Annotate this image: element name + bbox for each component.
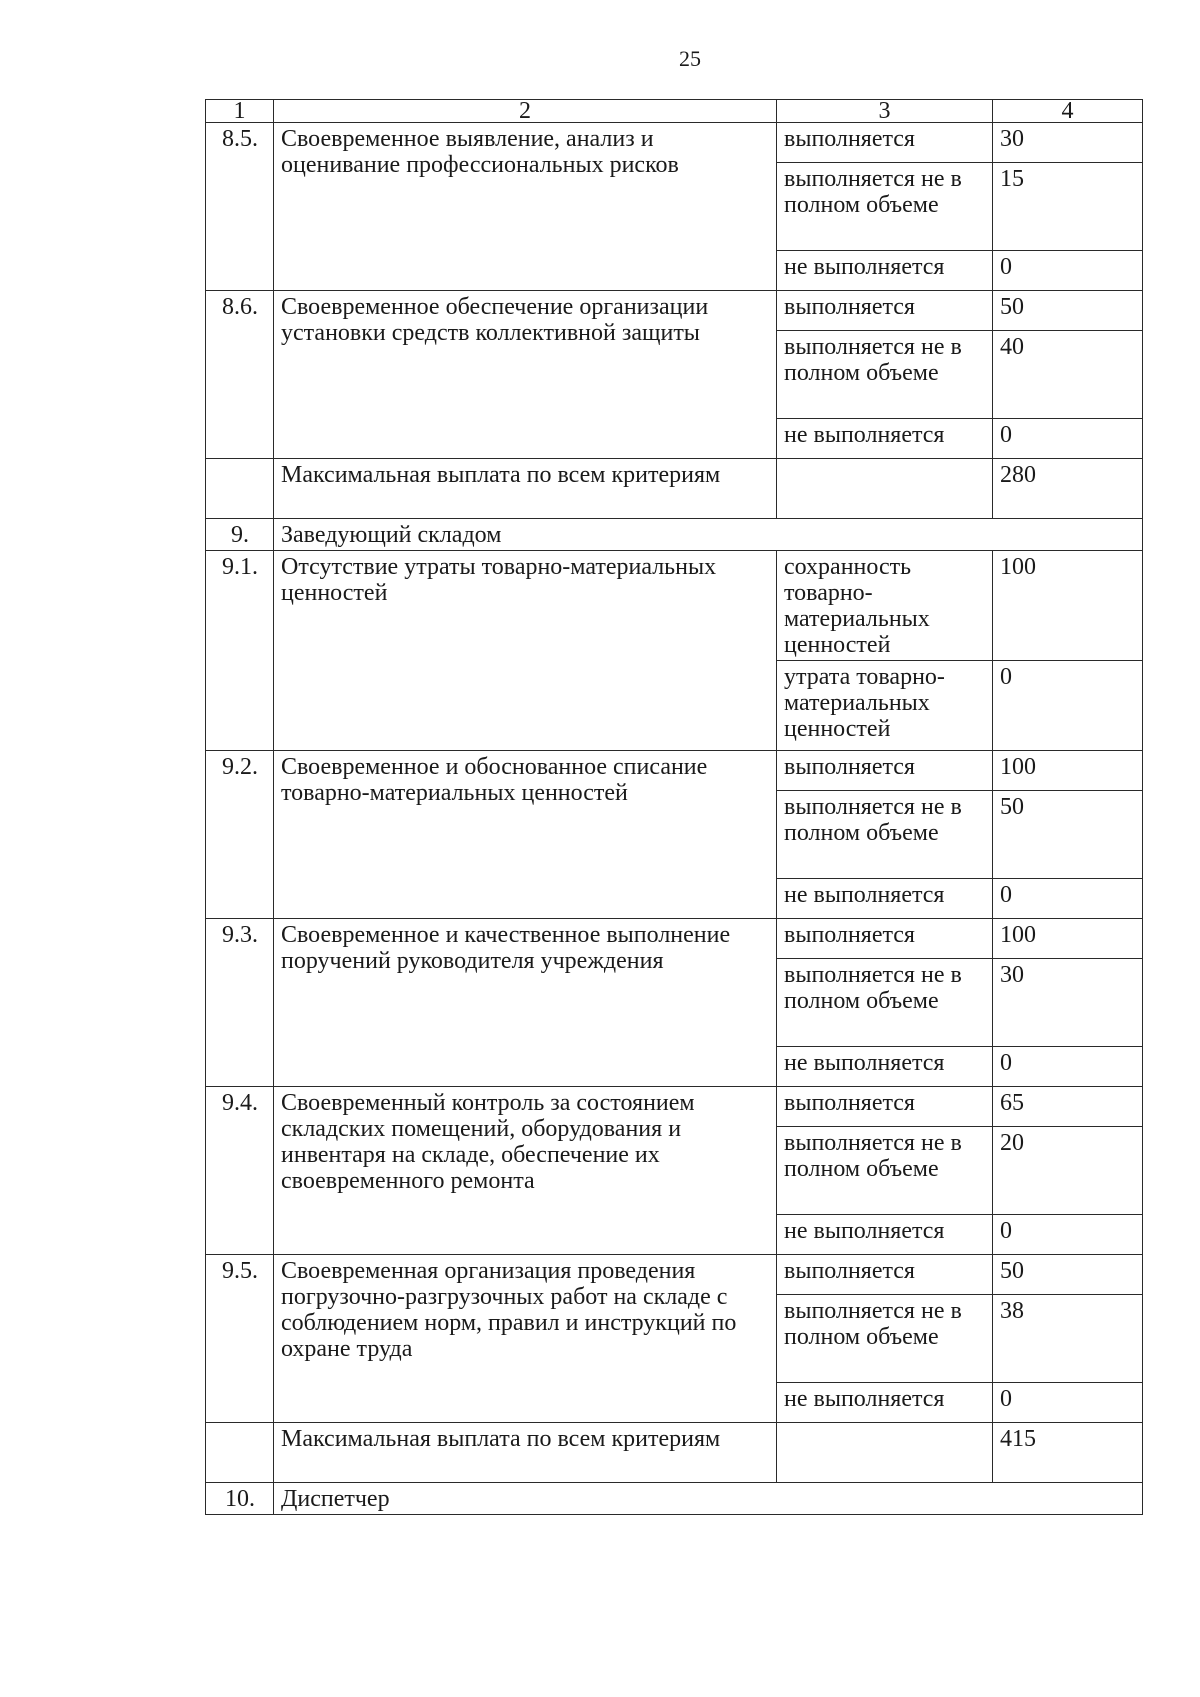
- criterion-score: 50: [993, 791, 1143, 879]
- criterion-description: Своевременное выявление, анализ и оценивание профессиональных рисков: [274, 123, 777, 291]
- criterion-status: выполняется не в полном объеме: [777, 1295, 993, 1383]
- criterion-status: выполняется не в полном объеме: [777, 1127, 993, 1215]
- section-row: [206, 1483, 1143, 1515]
- criterion-description: Отсутствие утраты товарно-материальных ценностей: [274, 551, 777, 751]
- criterion-status: не выполняется: [777, 1383, 993, 1423]
- criterion-score: 0: [993, 661, 1143, 751]
- criterion-description: Своевременная организация проведения погрузочно-разгрузочных работ на складе с соблюдением норм, правил и инструкций по охране труда: [274, 1255, 777, 1423]
- criterion-status: выполняется не в полном объеме: [777, 791, 993, 879]
- criterion-status: не выполняется: [777, 1047, 993, 1087]
- criterion-status: не выполняется: [777, 419, 993, 459]
- section-number: 10.: [206, 1483, 274, 1515]
- criterion-description: Своевременный контроль за состоянием складских помещений, оборудования и инвентаря на складе, обеспечение их своевременного ремонта: [274, 1087, 777, 1255]
- criterion-score: 20: [993, 1127, 1143, 1215]
- criterion-status: не выполняется: [777, 879, 993, 919]
- criterion-status: выполняется не в полном объеме: [777, 959, 993, 1047]
- criterion-score: 0: [993, 251, 1143, 291]
- table-header-row: [206, 100, 1143, 123]
- criterion-score: 100: [993, 751, 1143, 791]
- criterion-number: 8.6.: [206, 291, 274, 459]
- criterion-score: 100: [993, 919, 1143, 959]
- criterion-score: 40: [993, 331, 1143, 419]
- criterion-status: не выполняется: [777, 251, 993, 291]
- criterion-description: Своевременное и качественное выполнение поручений руководителя учреждения: [274, 919, 777, 1087]
- criterion-option-row: [206, 1087, 1143, 1127]
- total-score: 280: [993, 459, 1143, 519]
- header-col-1: 1: [206, 100, 274, 123]
- page-number: 25: [679, 46, 701, 71]
- criterion-score: 30: [993, 959, 1143, 1047]
- section-title: Заведующий складом: [274, 519, 1143, 551]
- total-row: [206, 1423, 1143, 1483]
- total-row: [206, 459, 1143, 519]
- criterion-status: выполняется: [777, 123, 993, 163]
- criterion-status: выполняется не в полном объеме: [777, 331, 993, 419]
- criterion-score: 50: [993, 291, 1143, 331]
- criterion-score: 0: [993, 1383, 1143, 1423]
- criterion-option-row: [206, 123, 1143, 163]
- criterion-score: 100: [993, 551, 1143, 661]
- total-empty-cell: [777, 459, 993, 519]
- criterion-score: 38: [993, 1295, 1143, 1383]
- criterion-score: 0: [993, 879, 1143, 919]
- criterion-number: 9.1.: [206, 551, 274, 751]
- criterion-number: 9.2.: [206, 751, 274, 919]
- criterion-status: выполняется: [777, 1087, 993, 1127]
- criterion-status: выполняется не в полном объеме: [777, 163, 993, 251]
- criterion-description: Своевременное и обоснованное списание товарно-материальных ценностей: [274, 751, 777, 919]
- criterion-option-row: [206, 1255, 1143, 1295]
- section-number: 9.: [206, 519, 274, 551]
- criterion-score: 50: [993, 1255, 1143, 1295]
- total-number: [206, 1423, 274, 1483]
- criterion-option-row: [206, 291, 1143, 331]
- section-title: Диспетчер: [274, 1483, 1143, 1515]
- criterion-score: 0: [993, 1215, 1143, 1255]
- header-col-3: 3: [777, 100, 993, 123]
- criterion-option-row: [206, 551, 1143, 661]
- total-number: [206, 459, 274, 519]
- criterion-score: 65: [993, 1087, 1143, 1127]
- total-empty-cell: [777, 1423, 993, 1483]
- header-col-4: 4: [993, 100, 1143, 123]
- header-col-2: 2: [274, 100, 777, 123]
- total-label: Максимальная выплата по всем критериям: [274, 1423, 777, 1483]
- criterion-status: сохранность товарно-материальных ценностей: [777, 551, 993, 661]
- total-score: 415: [993, 1423, 1143, 1483]
- criteria-table-body: [206, 100, 1143, 1515]
- criterion-score: 15: [993, 163, 1143, 251]
- criterion-number: 9.3.: [206, 919, 274, 1087]
- criterion-option-row: [206, 919, 1143, 959]
- criterion-status: утрата товарно-материальных ценностей: [777, 661, 993, 751]
- criterion-status: выполняется: [777, 291, 993, 331]
- section-row: [206, 519, 1143, 551]
- criterion-status: выполняется: [777, 751, 993, 791]
- criterion-status: выполняется: [777, 1255, 993, 1295]
- criterion-number: 9.4.: [206, 1087, 274, 1255]
- criterion-description: Своевременное обеспечение организации установки средств коллективной защиты: [274, 291, 777, 459]
- criteria-table: [205, 99, 1143, 1515]
- criterion-status: выполняется: [777, 919, 993, 959]
- criterion-number: 8.5.: [206, 123, 274, 291]
- criterion-number: 9.5.: [206, 1255, 274, 1423]
- criterion-score: 0: [993, 419, 1143, 459]
- criterion-status: не выполняется: [777, 1215, 993, 1255]
- total-label: Максимальная выплата по всем критериям: [274, 459, 777, 519]
- criterion-score: 30: [993, 123, 1143, 163]
- criterion-score: 0: [993, 1047, 1143, 1087]
- criterion-option-row: [206, 751, 1143, 791]
